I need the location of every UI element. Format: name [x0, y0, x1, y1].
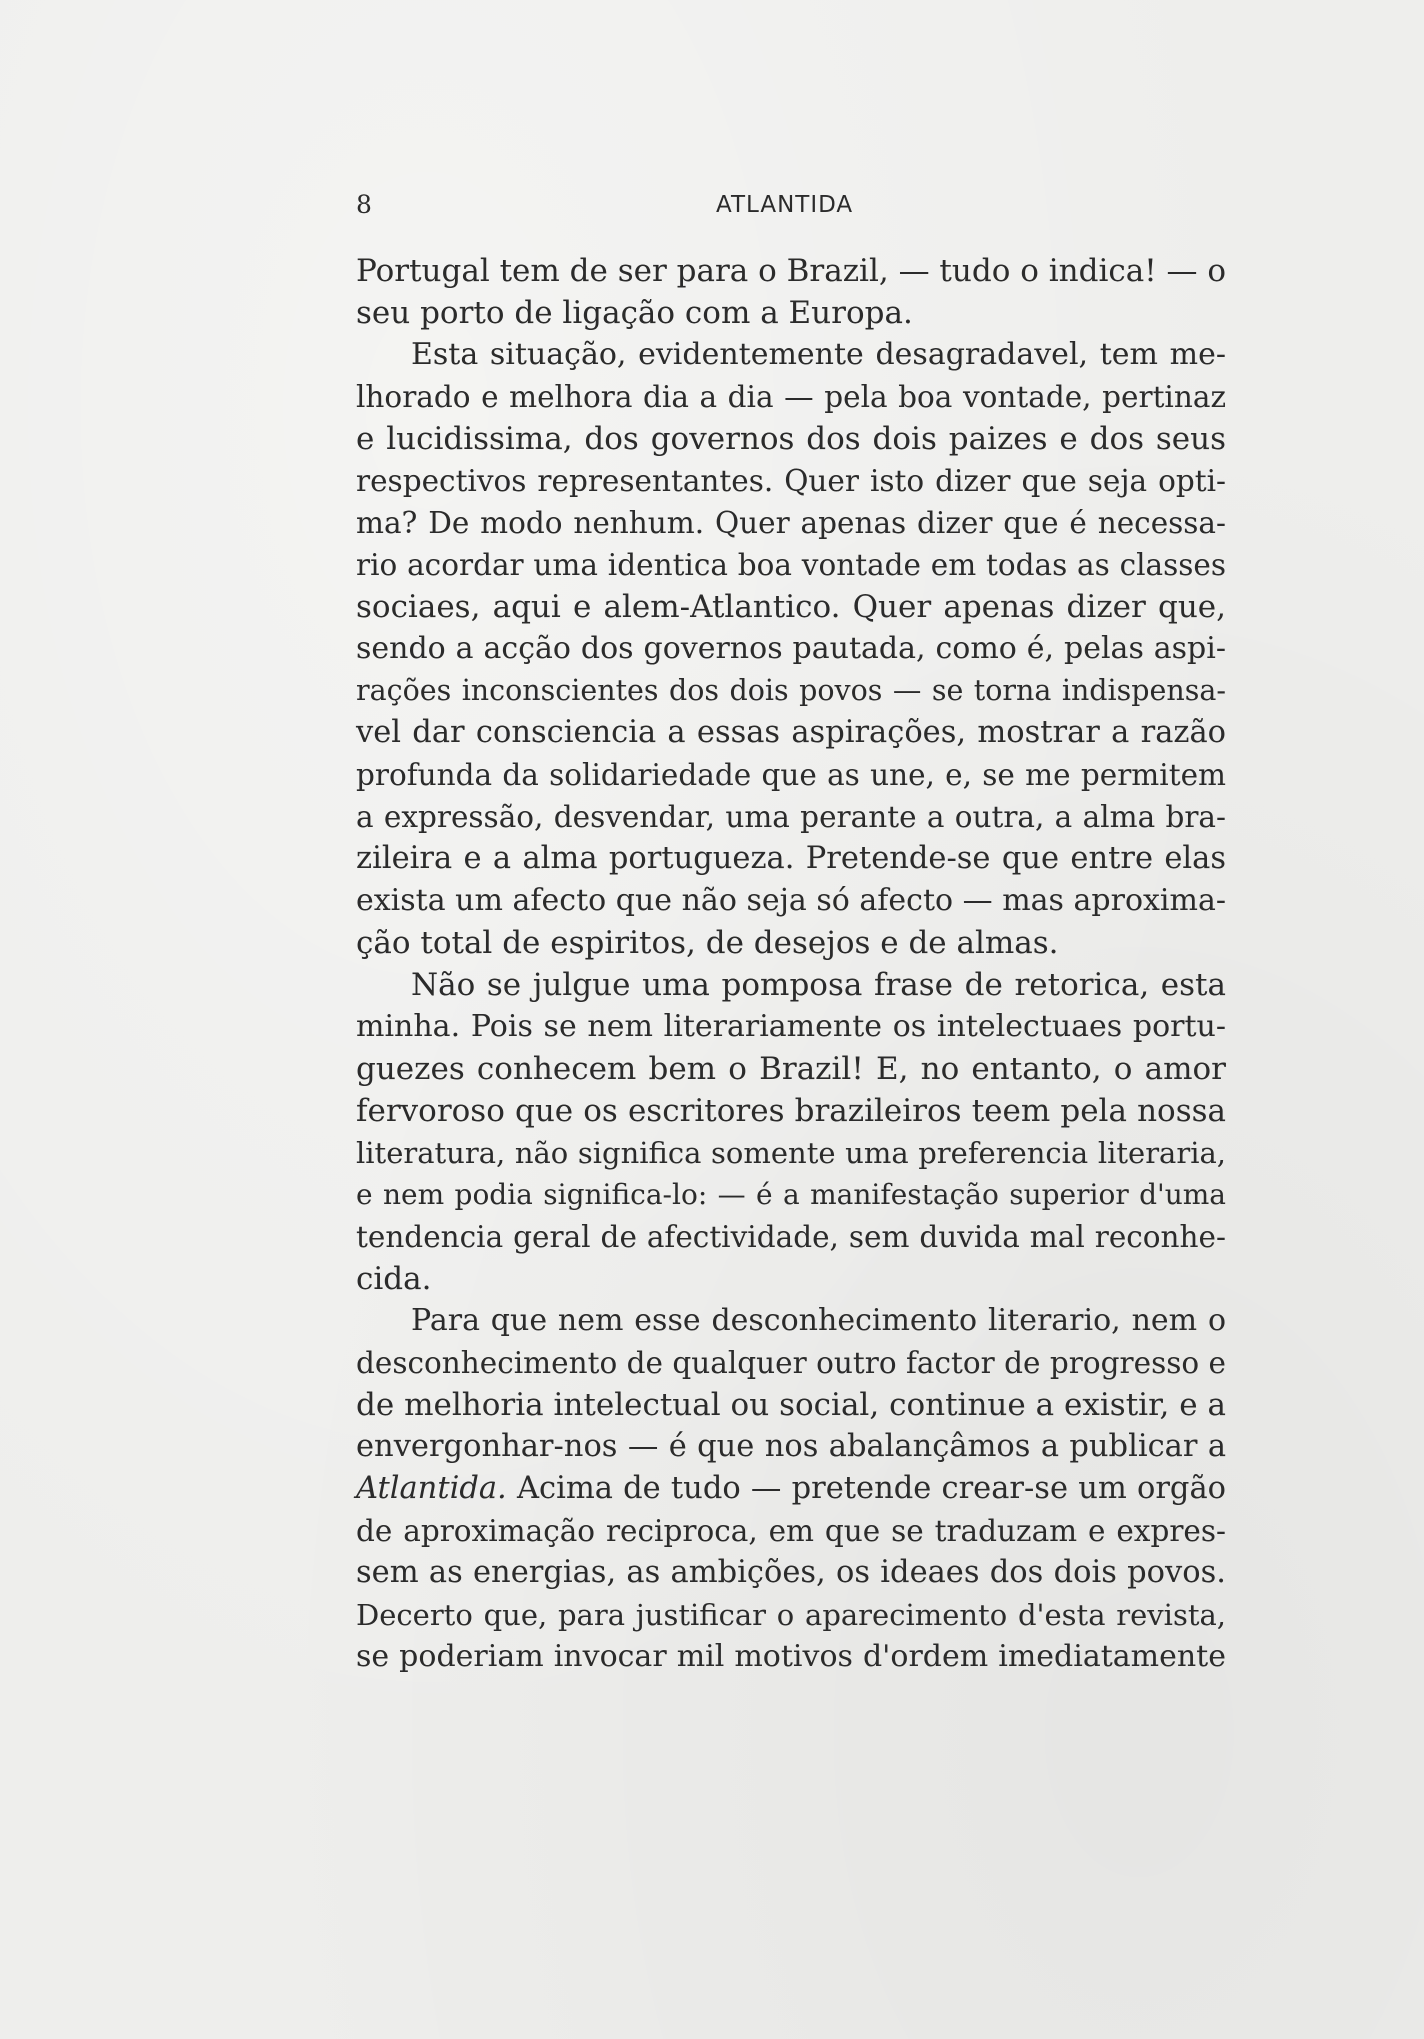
body-text	[356, 250, 1226, 1678]
text-line: profunda da solidariedade que as une, e, se me permitem	[356, 758, 1226, 792]
text-line: ção total de espiritos, de desejos e de almas.	[356, 925, 1059, 961]
text-line: Portugal tem de ser para o Brazil, — tudo o indica! — o	[356, 253, 1227, 289]
running-title: ATLANTIDA	[716, 192, 854, 218]
text-line: sendo a acção dos governos pautada, como é, pelas aspi-	[356, 631, 1226, 666]
text-line: lhorado e melhora dia a dia — pela boa vontade, pertinaz	[356, 380, 1226, 414]
paragraph-first-line: Esta situação, evidentemente desagradavel, tem me-	[411, 337, 1226, 372]
page-number: 8	[356, 190, 372, 219]
text-line: ma? De modo nenhum. Quer apenas dizer que é necessa-	[356, 506, 1226, 540]
text-line: a expressão, desvendar, uma perante a outra, a alma bra-	[356, 800, 1226, 834]
text-line: fervoroso que os escritores brazileiros teem pela nossa	[356, 1093, 1226, 1129]
text-line: seu porto de ligação com a Europa.	[356, 295, 913, 331]
text-line-with-italic	[356, 1468, 1226, 1510]
text-line: tendencia geral de afectividade, sem duvida mal reconhe-	[356, 1220, 1226, 1254]
text-line: envergonhar-nos — é que nos abalançâmos a publicar a	[356, 1429, 1226, 1464]
text-line: desconhecimento de qualquer outro factor de progresso e	[356, 1346, 1226, 1380]
text-line: e nem podia significa-lo: — é a manifestação superior d'uma	[356, 1178, 1226, 1211]
text-line: Decerto que, para justificar o aparecimento d'esta revista,	[356, 1598, 1226, 1632]
paragraph-first-line: Não se julgue uma pomposa frase de retorica, esta	[411, 967, 1226, 1003]
text-line: zileira e a alma portugueza. Pretende-se que entre elas	[356, 841, 1226, 876]
text-line: guezes conhecem bem o Brazil! E, no entanto, o amor	[356, 1051, 1226, 1087]
paragraph-first-line: Para que nem esse desconhecimento literario, nem o	[411, 1303, 1226, 1338]
text-line: exista um afecto que não seja só afecto — mas aproxima-	[356, 883, 1226, 918]
text-line: minha. Pois se nem literariamente os intelectuaes portu-	[356, 1009, 1226, 1044]
text-line: sem as energias, as ambições, os ideaes dos dois povos.	[356, 1555, 1226, 1590]
text-line: se poderiam invocar mil motivos d'ordem imediatamente	[356, 1639, 1226, 1674]
text-line: cida.	[356, 1261, 432, 1297]
text-line: de melhoria intelectual ou social, continue a existir, e a	[356, 1387, 1226, 1423]
italic-title: Atlantida.	[356, 1471, 507, 1506]
text-line: vel dar consciencia a essas aspirações, mostrar a razão	[356, 715, 1226, 750]
text-fragment: Acima de tudo — pretende crear-se um orgão	[506, 1471, 1226, 1506]
text-line: rio acordar uma identica boa vontade em todas as classes	[356, 548, 1226, 582]
text-line: respectivos representantes. Quer isto dizer que seja opti-	[356, 464, 1226, 498]
text-line: literatura, não significa somente uma preferencia literaria,	[356, 1136, 1226, 1170]
text-line: de aproximação reciproca, em que se traduzam e expres-	[356, 1514, 1226, 1548]
text-line: rações inconscientes dos dois povos — se torna indispensa-	[356, 674, 1226, 707]
text-line: sociaes, aqui e alem-Atlantico. Quer apenas dizer que,	[356, 589, 1226, 625]
text-line: e lucidissima, dos governos dos dois paizes e dos seus	[356, 421, 1226, 457]
page-header	[356, 188, 1226, 222]
